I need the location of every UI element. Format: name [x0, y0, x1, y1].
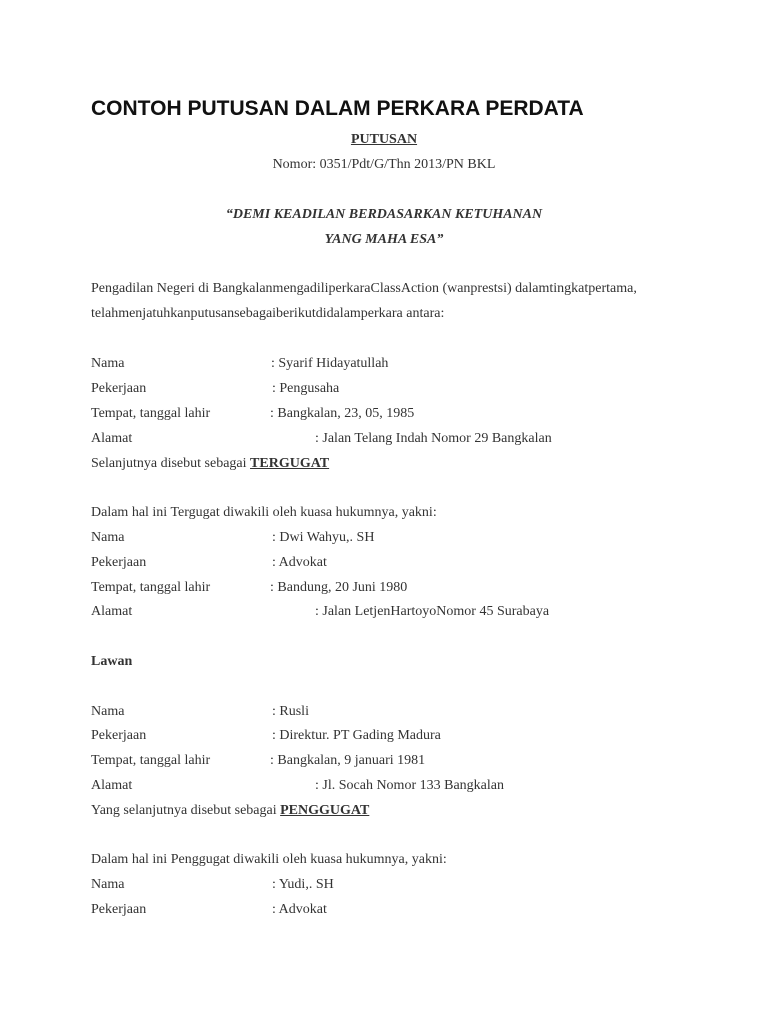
tergugat-designation-prefix: Selanjutnya disebut sebagai	[91, 456, 247, 471]
penggugat-designation-prefix: Yang selanjutnya disebut sebagai	[91, 803, 277, 818]
penggugat-term: PENGGUGAT	[280, 803, 370, 818]
kuasa-penggugat-pekerjaan-label: Pekerjaan	[91, 902, 147, 917]
penggugat-designation	[91, 802, 369, 820]
kuasa-tergugat-alamat-label: Alamat	[91, 604, 133, 619]
intro-line-1: Pengadilan Negeri di BangkalanmengadiliperkaraClassAction (wanprestsi) dalamtingkatpertama,	[91, 281, 637, 296]
kuasa-tergugat-pekerjaan-label: Pekerjaan	[91, 555, 147, 570]
kuasa-tergugat-intro: Dalam hal ini Tergugat diwakili oleh kuasa hukumnya, yakni:	[91, 505, 437, 520]
penggugat-alamat-value: : Jl. Socah Nomor 133 Bangkalan	[315, 778, 504, 793]
kuasa-tergugat-nama-label: Nama	[91, 530, 125, 545]
tergugat-nama-value: : Syarif Hidayatullah	[271, 356, 389, 371]
irah-irah-line-2: YANG MAHA ESA”	[324, 232, 444, 247]
irah-irah-line-1: “DEMI KEADILAN BERDASARKAN KETUHANAN	[225, 207, 543, 222]
penggugat-nama-value: : Rusli	[272, 704, 309, 719]
penggugat-ttl-label: Tempat, tanggal lahir	[91, 753, 211, 768]
tergugat-ttl-label: Tempat, tanggal lahir	[91, 406, 211, 421]
kuasa-penggugat-nama-label: Nama	[91, 877, 125, 892]
tergugat-pekerjaan-value: : Pengusaha	[272, 381, 340, 396]
penggugat-pekerjaan-label: Pekerjaan	[91, 728, 147, 743]
kuasa-tergugat-pekerjaan-value: : Advokat	[272, 555, 327, 570]
intro-line-2: telahmenjatuhkanputusansebagaiberikutdidalamperkara antara:	[91, 306, 445, 321]
penggugat-ttl-value: : Bangkalan, 9 januari 1981	[270, 753, 426, 768]
tergugat-ttl-value: : Bangkalan, 23, 05, 1985	[270, 406, 415, 421]
case-number: Nomor: 0351/Pdt/G/Thn 2013/PN BKL	[272, 157, 496, 172]
kuasa-tergugat-alamat-value: : Jalan LetjenHartoyoNomor 45 Surabaya	[315, 604, 550, 619]
kuasa-tergugat-nama-value: : Dwi Wahyu,. SH	[272, 530, 375, 545]
penggugat-alamat-label: Alamat	[91, 778, 133, 793]
putusan-title: PUTUSAN	[350, 132, 418, 147]
kuasa-penggugat-nama-value: : Yudi,. SH	[272, 877, 334, 892]
kuasa-tergugat-ttl-label: Tempat, tanggal lahir	[91, 580, 211, 595]
tergugat-designation	[91, 455, 329, 473]
kuasa-tergugat-ttl-value: : Bandung, 20 Juni 1980	[270, 580, 408, 595]
penggugat-pekerjaan-value: : Direktur. PT Gading Madura	[272, 728, 441, 743]
penggugat-nama-label: Nama	[91, 704, 125, 719]
tergugat-term: TERGUGAT	[250, 456, 330, 471]
tergugat-pekerjaan-label: Pekerjaan	[91, 381, 147, 396]
lawan-heading: Lawan	[91, 654, 133, 669]
tergugat-alamat-value: : Jalan Telang Indah Nomor 29 Bangkalan	[315, 431, 552, 446]
kuasa-penggugat-pekerjaan-value: : Advokat	[272, 902, 327, 917]
tergugat-nama-label: Nama	[91, 356, 125, 371]
tergugat-alamat-label: Alamat	[91, 431, 133, 446]
page-title: CONTOH PUTUSAN DALAM PERKARA PERDATA	[91, 97, 584, 120]
kuasa-penggugat-intro: Dalam hal ini Penggugat diwakili oleh kuasa hukumnya, yakni:	[91, 852, 447, 867]
